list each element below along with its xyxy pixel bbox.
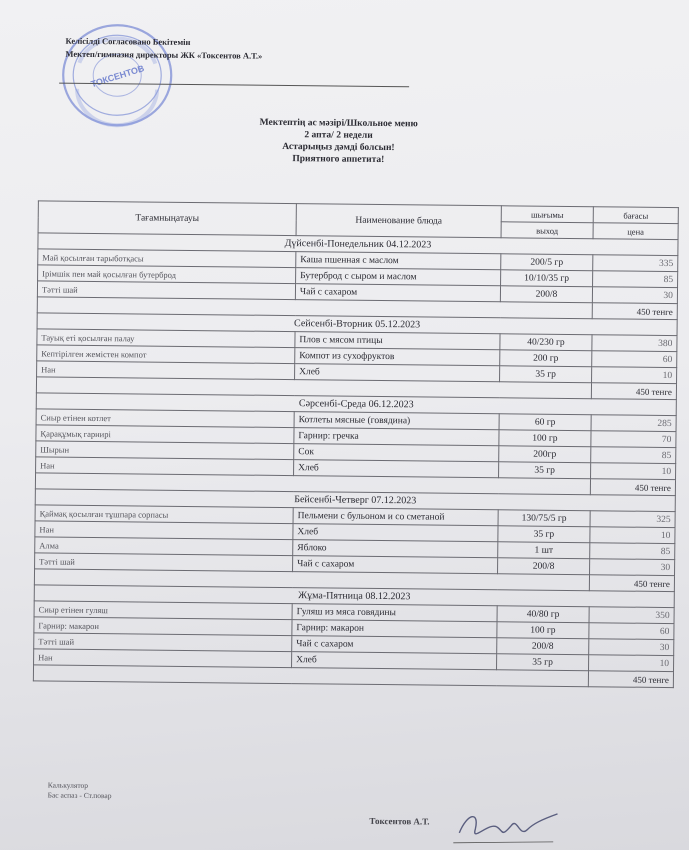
dish-name-kz: Нан (37, 361, 295, 380)
dish-name-ru: Яблоко (293, 540, 498, 558)
dish-output: 40/80 гр (497, 606, 589, 623)
dish-name-kz: Нан (34, 649, 292, 668)
dish-price: 10 (592, 367, 677, 384)
dish-output: 200/8 (498, 558, 590, 575)
dish-price: 30 (589, 639, 674, 656)
dish-price: 335 (593, 255, 678, 272)
title-line-4: Приятного аппетита! (292, 154, 385, 166)
dish-name-ru: Гарнир: макарон (292, 620, 497, 638)
header-ru-name: Наименование блюда (296, 204, 501, 238)
approval-line-2: Мектеп/гимназия директоры ЖК «Токсентов А.Т.» (65, 48, 263, 61)
dish-output: 200 гр (500, 350, 592, 367)
day-total: 450 тенге (589, 575, 674, 592)
dish-name-ru: Плов с мясом птицы (295, 332, 500, 350)
dish-output: 35 гр (499, 462, 591, 479)
header-kz-name: Тағамныңатауы (38, 201, 296, 236)
dish-name-ru: Чай с сахаром (293, 556, 498, 574)
dish-name-kz: Ірімшік пен май қосылған бутерброд (38, 265, 296, 284)
dish-price: 350 (589, 607, 674, 624)
dish-name-ru: Хлеб (294, 460, 499, 478)
dish-price: 60 (589, 623, 674, 640)
dish-name-kz: Тәтті шай (37, 281, 295, 300)
signature-icon (453, 803, 564, 850)
dish-name-ru: Пельмени с бульоном и со сметаной (293, 508, 498, 526)
dish-name-ru: Гуляш из мяса говядины (292, 604, 497, 622)
dish-name-ru: Каша пшенная с маслом (296, 252, 501, 270)
dish-output: 200гр (499, 446, 591, 463)
dish-price: 285 (591, 415, 676, 432)
day-total: 450 тенге (591, 383, 676, 400)
dish-name-ru: Котлеты мясные (говядина) (294, 412, 499, 430)
dish-output: 100 гр (497, 622, 589, 639)
day-title: Дүйсенбі-Понедельник 04.12.2023 (38, 233, 678, 256)
footer-left (48, 781, 208, 803)
dish-name-ru: Хлеб (292, 652, 497, 670)
footer-left-line-2: Бас аспаз - Ст.повар (47, 790, 112, 801)
dish-output: 35 гр (498, 526, 590, 543)
dish-price: 30 (590, 559, 675, 576)
title-line-1: Мектептің ас мәзірі/Школьное меню (259, 117, 418, 130)
footer-left-line-1: Калькулятор (47, 780, 89, 790)
dish-price: 325 (590, 511, 675, 528)
day-title: Жұма-Пятница 08.12.2023 (34, 585, 674, 608)
day-total: 450 тенге (592, 303, 677, 320)
day-total: 450 тенге (590, 479, 675, 496)
title-line-3: Астарыңыз дәмді болсын! (282, 141, 395, 154)
dish-output: 40/230 гр (500, 334, 592, 351)
dish-name-kz: Қаймақ қосылған тұшпара сорпасы (35, 505, 293, 524)
dish-price: 85 (590, 543, 675, 560)
dish-output: 1 шт (498, 542, 590, 559)
page-title (138, 115, 538, 167)
header-price-kz: бағасы (593, 207, 678, 224)
dish-price: 380 (592, 335, 677, 352)
dish-name-ru: Гарнир: гречка (294, 428, 499, 446)
dish-price: 10 (589, 655, 674, 672)
menu-table-body (33, 233, 678, 688)
dish-price: 70 (591, 431, 676, 448)
stamp-text: ТОКСЕНТОВ (89, 63, 146, 90)
dish-name-ru: Сок (294, 444, 499, 462)
dish-name-kz: Алма (35, 537, 293, 556)
dish-name-kz: Тауық еті қосылған палау (37, 329, 295, 348)
dish-name-kz: Нан (35, 521, 293, 540)
dish-name-ru: Чай с сахаром (292, 636, 497, 654)
dish-output: 200/8 (500, 286, 592, 303)
dish-name-kz: Тәтті шай (34, 633, 292, 652)
day-total: 450 тенге (588, 671, 673, 688)
table-header-row (38, 201, 678, 224)
dish-output: 200/8 (497, 638, 589, 655)
day-title: Сәрсенбі-Среда 06.12.2023 (36, 393, 676, 416)
dish-name-kz: Сиыр етінен гуляш (34, 601, 292, 620)
dish-name-ru: Чай с сахаром (295, 284, 500, 302)
dish-name-kz: Кептірілген жемістен компот (37, 345, 295, 364)
dish-name-kz: Шырын (36, 441, 294, 460)
dish-output: 10/10/35 гр (501, 270, 593, 287)
dish-name-kz: Май қосылған тарыботқасы (38, 249, 296, 268)
header-output-kz: шығымы (501, 206, 593, 223)
header-price-ru: цена (593, 223, 678, 240)
approval-line-1: Келісілді Согласовано Бекітемін (65, 35, 191, 47)
dish-name-kz: Нан (36, 457, 294, 476)
dish-price: 10 (591, 463, 676, 480)
dish-name-ru: Хлеб (293, 524, 498, 542)
dish-price: 30 (592, 287, 677, 304)
day-title: Сейсенбі-Вторник 05.12.2023 (37, 313, 677, 336)
dish-name-ru: Хлеб (295, 364, 500, 382)
dish-output: 200/5 гр (501, 254, 593, 271)
approval-block (65, 35, 425, 65)
dish-name-kz: Тәтті шай (35, 553, 293, 572)
dish-name-ru: Компот из сухофруктов (295, 348, 500, 366)
dish-output: 130/75/5 гр (498, 510, 590, 527)
title-line-2: 2 апта/ 2 недели (304, 130, 373, 141)
dish-output: 35 гр (497, 654, 589, 671)
dish-price: 60 (592, 351, 677, 368)
menu-table (33, 200, 679, 688)
dish-name-kz: Гарнир: макарон (34, 617, 292, 636)
day-title: Бейсенбі-Четверг 07.12.2023 (35, 489, 675, 512)
dish-output: 35 гр (500, 366, 592, 383)
dish-price: 85 (591, 447, 676, 464)
dish-output: 60 гр (499, 414, 591, 431)
dish-name-kz: Қарақұмық гарнирі (36, 425, 294, 444)
dish-name-ru: Бутерброд с сыром и маслом (296, 268, 501, 286)
header-output-ru: выход (501, 222, 593, 239)
dish-name-kz: Сиыр етінен котлет (36, 409, 294, 428)
signer-name: Токсентов А.Т. (369, 815, 430, 827)
dish-output: 100 гр (499, 430, 591, 447)
dish-price: 10 (590, 527, 675, 544)
dish-price: 85 (593, 271, 678, 288)
